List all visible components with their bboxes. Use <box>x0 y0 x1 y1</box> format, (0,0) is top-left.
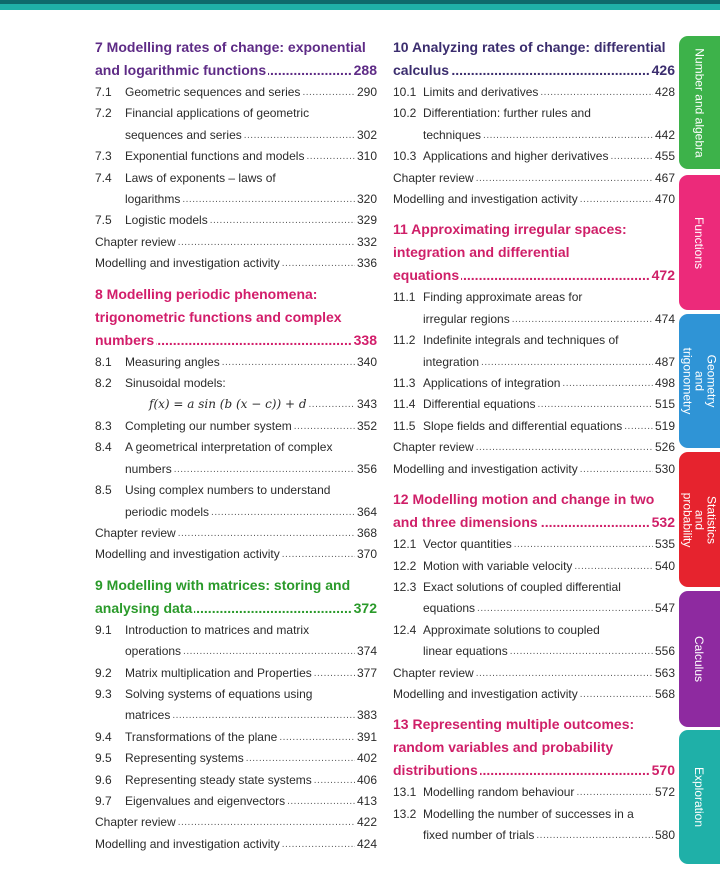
section-number: 12.3 <box>393 579 417 594</box>
section-page: 377 <box>356 665 377 680</box>
toc-entry-9-3[interactable] <box>95 684 377 705</box>
section-title: equations <box>423 601 476 616</box>
section-page: 540 <box>654 558 675 573</box>
section-page: 442 <box>654 127 675 142</box>
section-title: Modelling and investigation activity <box>95 256 280 271</box>
section-page: 530 <box>654 461 675 476</box>
chapter-10-heading[interactable] <box>393 36 675 82</box>
chapter-title-line: integration and differential <box>393 244 570 261</box>
tab-exploration[interactable] <box>679 730 720 864</box>
section-formula: f(x) = a sin (b (x − c)) + d <box>149 397 307 412</box>
section-number: 12.4 <box>393 622 417 637</box>
section-page: 515 <box>654 397 675 412</box>
section-page: 424 <box>356 836 377 851</box>
section-title: Applications of integration <box>423 376 561 391</box>
toc-entry-8-review[interactable] <box>95 523 377 544</box>
chapter-11-heading[interactable] <box>393 218 675 287</box>
section-page: 302 <box>356 127 377 142</box>
section-title: Differential equations <box>423 397 536 412</box>
section-page: 402 <box>356 751 377 766</box>
section-title: Exact solutions of coupled differential <box>423 579 621 594</box>
section-page: 474 <box>654 311 675 326</box>
chapter-title-line: 8 Modelling periodic phenomena: <box>95 285 318 302</box>
tab-label: Number and algebra <box>692 47 707 158</box>
section-page: 535 <box>654 537 675 552</box>
section-number: 10.3 <box>393 149 417 164</box>
section-title: sequences and series <box>125 127 242 142</box>
section-title: Financial applications of geometric <box>125 106 310 121</box>
section-number: 11.3 <box>393 376 416 391</box>
toc-entry-8-4-cont[interactable] <box>95 459 377 480</box>
chapter-page: 570 <box>650 759 675 782</box>
toc-entry-11-2[interactable] <box>393 330 675 351</box>
section-page: 310 <box>356 149 377 164</box>
tab-number-and-algebra[interactable] <box>679 36 720 169</box>
toc-entry-7-activity[interactable] <box>95 253 377 274</box>
chapter-title-line: 7 Modelling rates of change: exponential <box>95 39 366 55</box>
section-title: irregular regions <box>423 311 510 326</box>
chapter-8-heading[interactable] <box>95 283 377 352</box>
section-number: 7.5 <box>95 213 112 228</box>
tab-label: Geometry and trigonometry <box>680 347 719 415</box>
chapter-title-line: 10 Analyzing rates of change: differential <box>393 39 666 55</box>
toc-entry-7-review[interactable] <box>95 232 377 253</box>
toc-entry-7-1[interactable] <box>95 82 377 103</box>
toc-entry-13-2-cont[interactable] <box>393 825 675 846</box>
tab-label: Calculus <box>692 635 707 683</box>
toc-entry-7-4[interactable] <box>95 168 377 189</box>
chapter-page: 426 <box>650 59 675 82</box>
section-title: Exponential functions and models <box>125 149 305 164</box>
section-page: 470 <box>654 192 675 207</box>
section-number: 10.1 <box>393 85 417 99</box>
section-title: A geometrical interpretation of complex <box>125 440 333 455</box>
top-color-bar <box>0 0 720 10</box>
section-page: 356 <box>356 461 377 476</box>
toc-entry-12-2[interactable] <box>393 556 675 577</box>
section-page: 498 <box>654 376 675 391</box>
section-title: Solving systems of equations using <box>125 686 313 701</box>
section-page: 352 <box>356 418 377 433</box>
chapter-page: 372 <box>352 597 377 620</box>
section-number: 8.2 <box>95 376 112 391</box>
chapter-title-line: and logarithmic functions <box>95 62 267 78</box>
section-title: Differentiation: further rules and <box>423 106 591 121</box>
section-page: 572 <box>654 785 675 800</box>
section-number: 9.1 <box>95 622 112 637</box>
toc-entry-10-1[interactable] <box>393 82 675 103</box>
section-page: 580 <box>654 828 675 843</box>
section-title: Sinusoidal models: <box>125 376 226 391</box>
section-page: 568 <box>654 686 675 701</box>
section-title: Using complex numbers to understand <box>125 483 331 498</box>
toc-entry-11-2-cont[interactable] <box>393 352 675 373</box>
chapter-7-heading[interactable] <box>95 36 377 82</box>
section-page: 290 <box>356 85 377 99</box>
section-page: 455 <box>654 149 675 164</box>
chapter-title-line: 9 Modelling with matrices: storing and <box>95 576 351 593</box>
section-number: 12.1 <box>393 537 417 552</box>
section-title: Modelling the number of successes in a <box>423 806 634 821</box>
section-title: Indefinite integrals and techniques of <box>423 333 619 348</box>
toc-entry-10-review[interactable] <box>393 168 675 189</box>
section-number: 7.4 <box>95 170 112 185</box>
section-number: 9.3 <box>95 686 112 701</box>
toc-entry-12-4[interactable] <box>393 620 675 641</box>
chapter-page: 472 <box>650 264 675 287</box>
toc-entry-7-4-cont[interactable] <box>95 189 377 210</box>
tab-functions[interactable] <box>679 175 720 310</box>
toc-entry-9-1-cont[interactable] <box>95 641 377 662</box>
chapter-title-line: and three dimensions <box>393 514 538 531</box>
tab-calculus[interactable] <box>679 591 720 727</box>
toc-entry-8-3[interactable] <box>95 416 377 437</box>
section-page: 329 <box>356 213 377 228</box>
chapter-page: 532 <box>650 511 675 534</box>
toc-entry-9-7[interactable] <box>95 791 377 812</box>
toc-entry-8-5[interactable] <box>95 480 377 501</box>
section-title: Representing steady state systems <box>125 772 312 787</box>
section-title: Vector quantities <box>423 537 512 552</box>
chapter-12-heading[interactable] <box>393 488 675 534</box>
chapter-title-line: random variables and probability <box>393 739 614 756</box>
section-number: 11.1 <box>393 290 416 305</box>
section-page: 374 <box>356 644 377 659</box>
toc-entry-12-1[interactable] <box>393 534 675 555</box>
tab-geometry-and-trigonometry[interactable] <box>679 314 720 448</box>
section-page: 526 <box>654 440 675 455</box>
section-number: 13.1 <box>393 785 417 800</box>
section-number: 7.2 <box>95 106 112 121</box>
section-title: Completing our number system <box>125 418 292 433</box>
toc-entry-9-3-cont[interactable] <box>95 705 377 726</box>
section-title: Modelling and investigation activity <box>393 461 578 476</box>
toc-entry-11-3[interactable] <box>393 373 675 394</box>
section-page: 519 <box>654 418 675 433</box>
section-page: 391 <box>356 729 377 744</box>
section-number: 10.2 <box>393 106 417 121</box>
chapter-title-line: calculus <box>393 62 450 78</box>
toc-entry-8-2-formula[interactable] <box>95 394 377 415</box>
section-page: 406 <box>356 772 377 787</box>
toc-entry-7-2[interactable] <box>95 103 377 124</box>
toc-entry-8-activity[interactable] <box>95 544 377 565</box>
section-number: 8.1 <box>95 354 112 369</box>
toc-entry-12-3-cont[interactable] <box>393 598 675 619</box>
toc-entry-9-1[interactable] <box>95 620 377 641</box>
section-page: 383 <box>356 708 377 723</box>
toc-entry-7-2-cont[interactable] <box>95 125 377 146</box>
section-number: 8.3 <box>95 418 112 433</box>
section-title: operations <box>125 644 182 659</box>
toc-entry-12-review[interactable] <box>393 663 675 684</box>
section-title: Modelling random behaviour <box>423 785 575 800</box>
section-page: 547 <box>654 601 675 616</box>
section-page: 428 <box>654 85 675 99</box>
toc-entry-10-2-cont[interactable] <box>393 125 675 146</box>
section-page: 340 <box>356 354 377 369</box>
section-title: Modelling and investigation activity <box>95 547 280 562</box>
section-title: matrices <box>125 708 171 723</box>
section-title: Geometric sequences and series <box>125 85 301 99</box>
toc-entry-11-1[interactable] <box>393 287 675 308</box>
section-page: 364 <box>356 504 377 519</box>
chapter-title-line: equations <box>393 267 460 284</box>
section-title: Limits and derivatives <box>423 85 539 99</box>
chapter-title-line: 11 Approximating irregular spaces: <box>393 221 627 238</box>
toc-entry-9-2[interactable] <box>95 663 377 684</box>
section-title: integration <box>423 354 480 369</box>
toc-entry-7-5[interactable] <box>95 210 377 231</box>
section-title: Representing systems <box>125 751 244 766</box>
section-title: Chapter review <box>393 440 474 455</box>
section-page: 563 <box>654 665 675 680</box>
section-page: 368 <box>356 525 377 540</box>
section-number: 11.4 <box>393 397 416 412</box>
section-title: Applications and higher derivatives <box>423 149 609 164</box>
section-number: 7.3 <box>95 149 112 164</box>
toc-right-column <box>393 30 675 847</box>
section-page: 332 <box>356 234 377 249</box>
toc-entry-9-review[interactable] <box>95 812 377 833</box>
chapter-9-heading[interactable] <box>95 574 377 620</box>
section-page: 487 <box>654 354 675 369</box>
section-title: Approximate solutions to coupled <box>423 622 600 637</box>
section-title: Transformations of the plane <box>125 729 278 744</box>
section-number: 9.2 <box>95 665 112 680</box>
section-title: Chapter review <box>95 234 176 249</box>
toc-left-column <box>95 30 377 855</box>
section-page: 413 <box>356 793 377 808</box>
section-page: 336 <box>356 256 377 271</box>
toc-entry-11-5[interactable] <box>393 416 675 437</box>
section-title: techniques <box>423 127 482 142</box>
chapter-title-line: analysing data <box>95 599 193 616</box>
toc-entry-13-1[interactable] <box>393 782 675 803</box>
section-title: periodic models <box>125 504 210 519</box>
section-number: 9.6 <box>95 772 112 787</box>
tab-label: Statistics and probability <box>680 492 719 547</box>
toc-entry-11-activity[interactable] <box>393 459 675 480</box>
section-number: 9.4 <box>95 729 112 744</box>
section-title: fixed number of trials <box>423 828 535 843</box>
section-number: 8.4 <box>95 440 112 455</box>
section-number: 7.1 <box>95 85 112 99</box>
section-title: logarithms <box>125 192 181 207</box>
section-title: Laws of exponents – laws of <box>125 170 276 185</box>
toc-entry-9-activity[interactable] <box>95 834 377 855</box>
toc-entry-9-5[interactable] <box>95 748 377 769</box>
section-title: Finding approximate areas for <box>423 290 583 305</box>
chapter-page: 338 <box>352 329 377 352</box>
toc-entry-9-6[interactable] <box>95 770 377 791</box>
toc-entry-10-activity[interactable] <box>393 189 675 210</box>
toc-entry-11-review[interactable] <box>393 437 675 458</box>
section-page: 467 <box>654 170 675 185</box>
section-title: Measuring angles <box>125 354 220 369</box>
section-page: 422 <box>356 815 377 830</box>
tab-label: Exploration <box>692 766 707 828</box>
toc-entry-12-3[interactable] <box>393 577 675 598</box>
section-title: Logistic models <box>125 213 208 228</box>
toc-entry-10-2[interactable] <box>393 103 675 124</box>
section-number: 9.5 <box>95 751 112 766</box>
section-title: numbers <box>125 461 172 476</box>
toc-entry-9-4[interactable] <box>95 727 377 748</box>
chapter-title-line: trigonometric functions and complex <box>95 308 342 325</box>
toc-entry-8-2[interactable] <box>95 373 377 394</box>
toc-entry-7-3[interactable] <box>95 146 377 167</box>
section-page: 320 <box>356 192 377 207</box>
toc-entry-11-1-cont[interactable] <box>393 309 675 330</box>
section-title: Eigenvalues and eigenvectors <box>125 793 286 808</box>
section-title: Modelling and investigation activity <box>393 686 578 701</box>
tab-label: Functions <box>692 216 707 269</box>
toc-entry-13-2[interactable] <box>393 804 675 825</box>
section-number: 12.2 <box>393 558 417 573</box>
chapter-title-line: numbers <box>95 331 155 348</box>
section-page: 556 <box>654 644 675 659</box>
section-number: 9.7 <box>95 793 112 808</box>
toc-entry-12-activity[interactable] <box>393 684 675 705</box>
section-title: Chapter review <box>95 815 176 830</box>
section-page: 343 <box>356 397 377 412</box>
toc-entry-12-4-cont[interactable] <box>393 641 675 662</box>
section-title: linear equations <box>423 644 508 659</box>
tab-statistics-and-probability[interactable] <box>679 452 720 587</box>
chapter-title-line: 13 Representing multiple outcomes: <box>393 716 635 733</box>
chapter-13-heading[interactable] <box>393 713 675 782</box>
section-number: 13.2 <box>393 806 417 821</box>
section-title: Chapter review <box>95 525 176 540</box>
toc-entry-11-4[interactable] <box>393 394 675 415</box>
section-number: 11.2 <box>393 333 416 348</box>
section-title: Chapter review <box>393 665 474 680</box>
chapter-title-line: distributions <box>393 762 478 779</box>
chapter-title-line: 12 Modelling motion and change in two <box>393 491 655 508</box>
section-title: Slope fields and differential equations <box>423 418 623 433</box>
chapter-page: 288 <box>352 59 377 82</box>
section-page: 370 <box>356 547 377 562</box>
section-title: Modelling and investigation activity <box>95 836 280 851</box>
section-title: Motion with variable velocity <box>423 558 573 573</box>
toc-entry-8-1[interactable] <box>95 352 377 373</box>
section-title: Matrix multiplication and Properties <box>125 665 312 680</box>
section-title: Chapter review <box>393 170 474 185</box>
section-number: 11.5 <box>393 418 416 433</box>
section-number: 8.5 <box>95 483 112 498</box>
toc-entry-8-5-cont[interactable] <box>95 502 377 523</box>
section-title: Introduction to matrices and matrix <box>125 622 310 637</box>
section-title: Modelling and investigation activity <box>393 192 578 207</box>
toc-entry-8-4[interactable] <box>95 437 377 458</box>
toc-entry-10-3[interactable] <box>393 146 675 167</box>
